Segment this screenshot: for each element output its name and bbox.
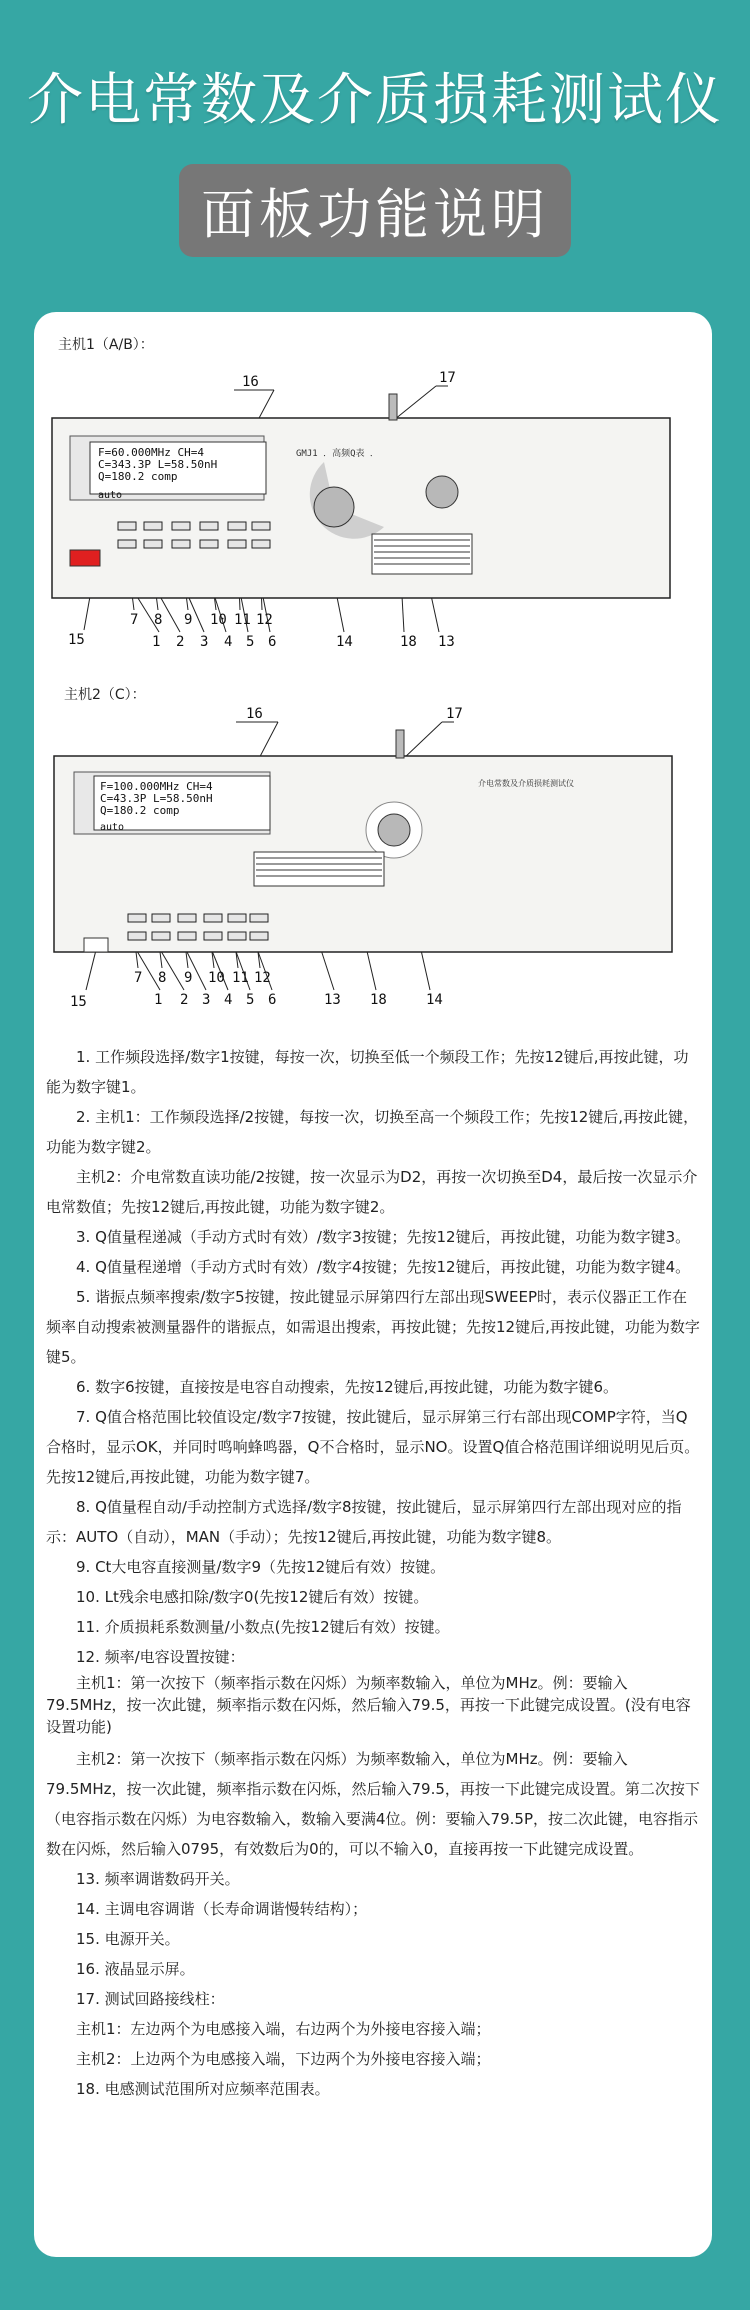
instruction-item: 9. Ct大电容直接测量/数字9（先按12键后有效）按键。 <box>76 1558 446 1576</box>
panel2-callout-9: 9 <box>184 970 193 986</box>
panel2-button-5 <box>228 932 246 940</box>
panel2-callout-4: 4 <box>224 992 233 1008</box>
panel1-button-1 <box>118 540 136 548</box>
panel2-button-9 <box>178 914 196 922</box>
panel1-label: 主机1（A/B）： <box>58 337 154 353</box>
instruction-item: 14. 主调电容调谐（长寿命调谐慢转结构）； <box>76 1900 368 1918</box>
instruction-item: 7. Q值合格范围比较值设定/数字7按键，按此键后，显示屏第三行右部出现COMP字符，当Q合格时，显示OK，并同时鸣响蜂鸣器，Q不合格时，显示NO。设置Q值合格范围详细说明见后页。先按12键后,再按此键，功能为数字键7。 <box>46 1408 700 1486</box>
instruction-item: 主机1：左边两个为电感接入端，右边两个为外接电容接入端； <box>76 2020 491 2038</box>
panel2-callout-12: 12 <box>254 970 271 986</box>
panel2-callout-16: 16 <box>246 706 263 722</box>
panel1-callout-2: 2 <box>176 634 185 650</box>
instruction-item: 1. 工作频段选择/数字1按键，每按一次，切换至低一个频段工作；先按12键后,再按此键，功能为数字键1。 <box>46 1048 689 1096</box>
panel1-button-2 <box>144 540 162 548</box>
panel2-button-12 <box>250 914 268 922</box>
panel2-lcd-line4: auto <box>100 822 125 833</box>
panel1-button-4 <box>200 540 218 548</box>
panel1-callout-12: 12 <box>256 612 273 628</box>
panel2-button-6 <box>250 932 268 940</box>
panel1-callout-7: 7 <box>130 612 139 628</box>
instruction-item: 15. 电源开关。 <box>76 1930 180 1948</box>
panel1-callout-6: 6 <box>268 634 277 650</box>
panel2-callout-15: 15 <box>70 994 87 1010</box>
panel2-callout-11: 11 <box>232 970 249 986</box>
panel2-lcd-line3: Q=180.2 comp <box>100 804 180 817</box>
panel1-callout-14: 14 <box>336 634 353 650</box>
panel2-lcd-line1: F=100.000MHz CH=4 <box>100 780 213 793</box>
panel2-label: 主机2（C）： <box>64 687 146 703</box>
instruction-item: 18. 电感测试范围所对应频率范围表。 <box>76 2080 330 2098</box>
panel1-lcd-line4: auto <box>98 490 123 501</box>
instruction-item: 4. Q值量程递增（手动方式时有效）/数字4按键；先按12键后，再按此键，功能为数字键4。 <box>76 1258 691 1276</box>
instruction-item: 主机2：介电常数直读功能/2按键，按一次显示为D2，再按一次切换至D4，最后按一次显示介电常数值；先按12键后,再按此键，功能为数字键2。 <box>46 1168 698 1216</box>
instruction-item: 主机2：上边两个为电感接入端，下边两个为外接电容接入端； <box>76 2050 491 2068</box>
instruction-item: 8. Q值量程自动/手动控制方式选择/数字8按键，按此键后，显示屏第四行左部出现对应的指示：AUTO（自动），MAN（手动）；先按12键后,再按此键，功能为数字键8。 <box>46 1498 682 1546</box>
panel1-lcd-line2: C=343.3P L=58.50nH <box>98 458 218 471</box>
instructions <box>46 1042 702 2104</box>
panel2-button-4 <box>204 932 222 940</box>
panel2-button-10 <box>204 914 222 922</box>
panel1-main-knob <box>314 487 354 527</box>
panel2-callout-5: 5 <box>246 992 255 1008</box>
page-title: 介电常数及介质损耗测试仪 <box>27 68 723 133</box>
panel2-callout-6: 6 <box>268 992 277 1008</box>
panel1-button-7 <box>118 522 136 530</box>
instruction-item: 10. Lt残余电感扣除/数字0(先按12键后有效）按键。 <box>76 1588 429 1606</box>
panel1-lcd-line3: Q=180.2 comp <box>98 470 178 483</box>
panel1-callout-3: 3 <box>200 634 209 650</box>
panel2-callout-7: 7 <box>134 970 143 986</box>
panel1-callout-8: 8 <box>154 612 163 628</box>
panel2-diagram <box>34 700 712 1030</box>
panel2-callout-13: 13 <box>324 992 341 1008</box>
panel1-button-11 <box>228 522 246 530</box>
panel1-callout-11: 11 <box>234 612 251 628</box>
panel1-diagram <box>34 342 712 662</box>
instruction-item: 3. Q值量程递减（手动方式时有效）/数字3按键；先按12键后，再按此键，功能为数字键3。 <box>76 1228 691 1246</box>
panel1-callout-5: 5 <box>246 634 255 650</box>
panel2-main-knob <box>378 814 410 846</box>
panel2-button-7 <box>128 914 146 922</box>
panel2-callout-17: 17 <box>446 706 463 722</box>
panel2-callout-14: 14 <box>426 992 443 1008</box>
panel2-button-8 <box>152 914 170 922</box>
panel2-button-1 <box>128 932 146 940</box>
instruction-item: 5. 谐振点频率搜索/数字5按键，按此键显示屏第四行左部出现SWEEP时，表示仪器正工作在频率自动搜索被测量器件的谐振点，如需退出搜索，再按此键；先按12键后,再按此键，功能为数字键5。 <box>46 1288 700 1366</box>
panel2-callout-10: 10 <box>208 970 225 986</box>
panel1-lcd-line1: F=60.000MHz CH=4 <box>98 446 204 459</box>
instruction-item: 6. 数字6按键，直接按是电容自动搜索，先按12键后,再按此键，功能为数字键6。 <box>76 1378 619 1396</box>
panel1-callout-13: 13 <box>438 634 455 650</box>
panel2-button-2 <box>152 932 170 940</box>
panel1-button-3 <box>172 540 190 548</box>
instruction-item: 主机2：第一次按下（频率指示数在闪烁）为频率数输入，单位为MHz。例：要输入79.5MHz，按一次此键，频率指示数在闪烁，然后输入79.5，再按一下此键完成设置。第二次按下（电容指示数在闪烁）为电容数输入，数输入要满4位。例：要输入79.5P，按二次此键，电容指示数在闪烁，然后输入0795，有效数后为0的，可以不输入0，直接再按一下此键完成设置。 <box>46 1750 700 1858</box>
panel2-power-switch <box>84 938 108 952</box>
panel1-button-8 <box>144 522 162 530</box>
instruction-item: 16. 液晶显示屏。 <box>76 1960 195 1978</box>
panel1-callout-10: 10 <box>210 612 227 628</box>
panel1-callout-17: 17 <box>439 370 456 386</box>
panel2-callout-8: 8 <box>158 970 167 986</box>
instruction-item: 13. 频率调谐数码开关。 <box>76 1870 240 1888</box>
panel1-callout-9: 9 <box>184 612 193 628</box>
subtitle-wrap <box>0 164 750 257</box>
panel1-button-6 <box>252 540 270 548</box>
instruction-item: 2. 主机1：工作频段选择/2按键，每按一次，切换至高一个频段工作；先按12键后,再按此键，功能为数字键2。 <box>46 1108 699 1156</box>
panel2-button-3 <box>178 932 196 940</box>
panel2-callout-1: 1 <box>154 992 163 1008</box>
panel1-tuning-knob <box>426 476 458 508</box>
content-card <box>34 312 712 2257</box>
panel1-callout-1: 1 <box>152 634 161 650</box>
panel1-brand: GMJ1 ．高频Q表 ． <box>296 449 379 459</box>
panel1-power-switch <box>70 550 100 566</box>
panel2-callout-3: 3 <box>202 992 211 1008</box>
instruction-item: 17. 测试回路接线柱： <box>76 1990 225 2008</box>
panel1-callout-15: 15 <box>68 632 85 648</box>
panel1-button-12 <box>252 522 270 530</box>
panel1-button-10 <box>200 522 218 530</box>
instruction-item: 11. 介质损耗系数测量/小数点(先按12键后有效）按键。 <box>76 1618 450 1636</box>
instruction-item: 12. 频率/电容设置按键： <box>76 1648 245 1666</box>
panel2-brand: 介电常数及介质损耗测试仪 <box>478 779 574 788</box>
panel1-callout-4: 4 <box>224 634 233 650</box>
page-subtitle: 面板功能说明 <box>179 164 571 257</box>
panel2-lcd-line2: C=43.3P L=58.50nH <box>100 792 213 805</box>
instruction-item: 主机1：第一次按下（频率指示数在闪烁）为频率数输入，单位为MHz。例：要输入79.5MHz，按一次此键，频率指示数在闪烁，然后输入79.5，再按一下此键完成设置。(没有电容设置功能) <box>46 1674 691 1736</box>
panel1-button-5 <box>228 540 246 548</box>
panel1-callout-16: 16 <box>242 374 259 390</box>
panel2-callout-18: 18 <box>370 992 387 1008</box>
panel2-button-11 <box>228 914 246 922</box>
panel2-callout-2: 2 <box>180 992 189 1008</box>
panel1-button-9 <box>172 522 190 530</box>
panel1-callout-18: 18 <box>400 634 417 650</box>
